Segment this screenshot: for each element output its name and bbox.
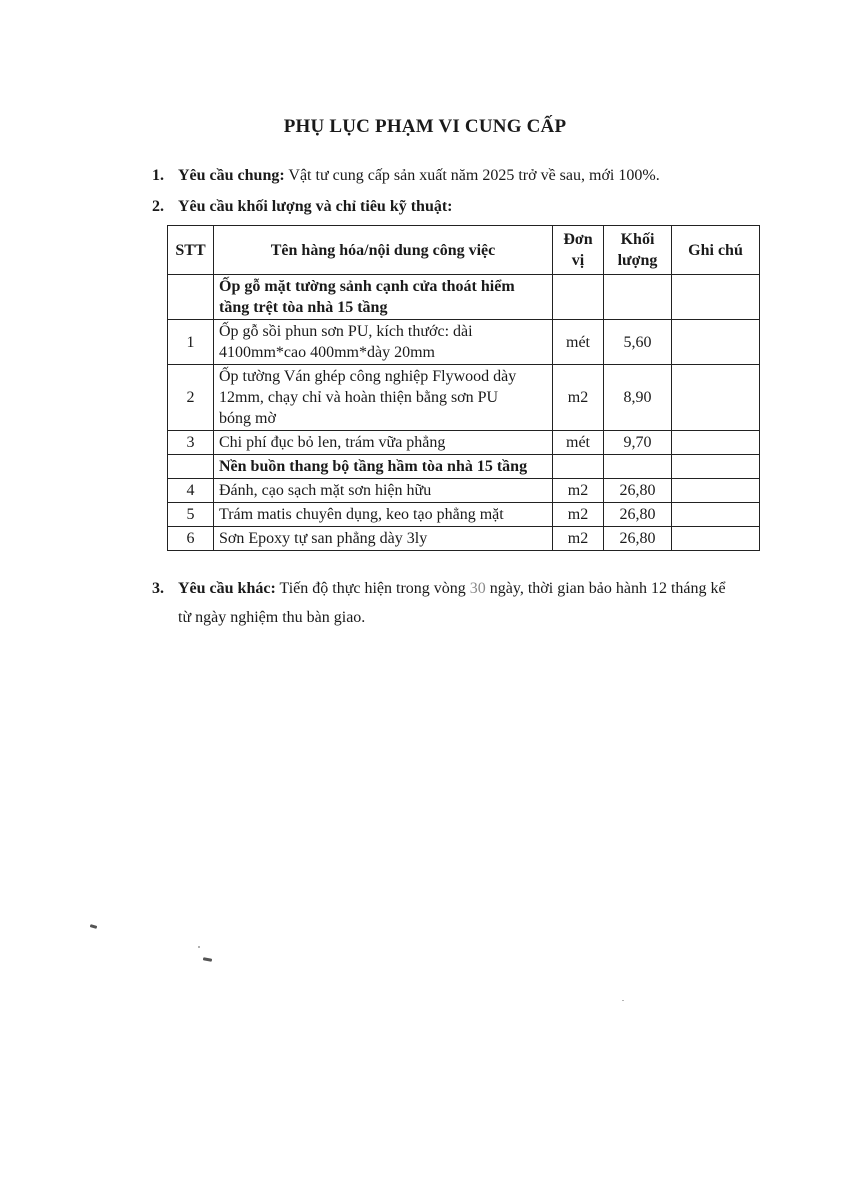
cell-qty [604, 455, 672, 479]
group-title: Nền buồn thang bộ tầng hầm tòa nhà 15 tầng [214, 455, 553, 479]
cell-name-line1: Ốp gỗ sồi phun sơn PU, kích thước: dài [219, 323, 473, 340]
cell-note [672, 275, 760, 320]
cell-stt: 4 [168, 479, 214, 503]
cell-qty: 5,60 [604, 320, 672, 365]
cell-name [214, 365, 553, 431]
table-row [168, 320, 760, 365]
cell-stt: 6 [168, 527, 214, 551]
group-title-line2: tầng trệt tòa nhà 15 tầng [219, 299, 388, 316]
item-label: Yêu cầu chung: [178, 167, 285, 184]
scan-speck [198, 946, 200, 948]
header-note: Ghi chú [672, 226, 760, 275]
cell-stt: 1 [168, 320, 214, 365]
header-qty [604, 226, 672, 275]
requirement-other [152, 574, 782, 632]
cell-note [672, 503, 760, 527]
cell-name: Sơn Epoxy tự san phẳng dày 3ly [214, 527, 553, 551]
cell-qty: 9,70 [604, 431, 672, 455]
cell-qty: 8,90 [604, 365, 672, 431]
header-unit-line2: vị [571, 252, 585, 269]
cell-note [672, 320, 760, 365]
cell-unit: m2 [553, 365, 604, 431]
cell-note [672, 527, 760, 551]
cell-name: Trám matis chuyên dụng, keo tạo phẳng mặt [214, 503, 553, 527]
cell-name-line1: Ốp tường Ván ghép công nghiệp Flywood dày [219, 368, 517, 385]
cell-name: Đánh, cạo sạch mặt sơn hiện hữu [214, 479, 553, 503]
item-text-before: Tiến độ thực hiện trong vòng [275, 580, 470, 597]
item-label: Yêu cầu khối lượng và chỉ tiêu kỹ thuật: [178, 198, 453, 215]
header-unit-line1: Đơn [563, 231, 593, 248]
header-stt: STT [168, 226, 214, 275]
table-row [168, 431, 760, 455]
cell-unit: m2 [553, 503, 604, 527]
header-qty-line2: lượng [617, 252, 658, 269]
cell-qty [604, 275, 672, 320]
item-text-line2: từ ngày nghiệm thu bàn giao. [178, 609, 366, 626]
cell-unit [553, 275, 604, 320]
table-row [168, 365, 760, 431]
item-number: 1. [152, 167, 164, 184]
table-row [168, 527, 760, 551]
group-title-line1: Ốp gỗ mặt tường sảnh cạnh cửa thoát hiểm [219, 278, 515, 295]
spec-table [167, 225, 760, 551]
cell-qty: 26,80 [604, 503, 672, 527]
cell-name: Chi phí đục bỏ len, trám vữa phẳng [214, 431, 553, 455]
cell-name-line2: 4100mm*cao 400mm*dày 20mm [219, 344, 435, 361]
cell-qty: 26,80 [604, 479, 672, 503]
cell-unit: m2 [553, 527, 604, 551]
requirement-quantity-spec [152, 195, 453, 219]
header-unit [553, 226, 604, 275]
cell-note [672, 365, 760, 431]
item-label: Yêu cầu khác: [178, 580, 276, 597]
item-number: 3. [152, 580, 164, 597]
item-text-after: ngày, thời gian bảo hành 12 tháng kể [485, 580, 726, 597]
scan-speck [622, 1000, 624, 1001]
table-row [168, 503, 760, 527]
table-header-row [168, 226, 760, 275]
page-title: PHỤ LỤC PHẠM VI CUNG CẤP [283, 116, 567, 137]
requirement-general [152, 164, 660, 188]
cell-note [672, 479, 760, 503]
table-group-row [168, 275, 760, 320]
header-name: Tên hàng hóa/nội dung công việc [214, 226, 553, 275]
table-row [168, 479, 760, 503]
cell-note [672, 431, 760, 455]
header-qty-line1: Khối [620, 231, 655, 248]
cell-unit: mét [553, 320, 604, 365]
cell-name [214, 320, 553, 365]
cell-stt: 2 [168, 365, 214, 431]
cell-unit [553, 455, 604, 479]
item-days: 30 [469, 580, 486, 597]
item-number: 2. [152, 198, 164, 215]
group-title [214, 275, 553, 320]
cell-unit: m2 [553, 479, 604, 503]
scan-speck [90, 924, 98, 929]
cell-stt: 3 [168, 431, 214, 455]
scan-speck [203, 957, 212, 962]
cell-stt [168, 275, 214, 320]
cell-name-line3: bóng mờ [219, 410, 276, 427]
table-group-row [168, 455, 760, 479]
cell-note [672, 455, 760, 479]
cell-stt [168, 455, 214, 479]
cell-stt: 5 [168, 503, 214, 527]
cell-name-line2: 12mm, chạy chỉ và hoàn thiện bằng sơn PU [219, 389, 499, 406]
item-text: Vật tư cung cấp sản xuất năm 2025 trở về sau, mới 100%. [284, 167, 660, 184]
cell-qty: 26,80 [604, 527, 672, 551]
cell-unit: mét [553, 431, 604, 455]
